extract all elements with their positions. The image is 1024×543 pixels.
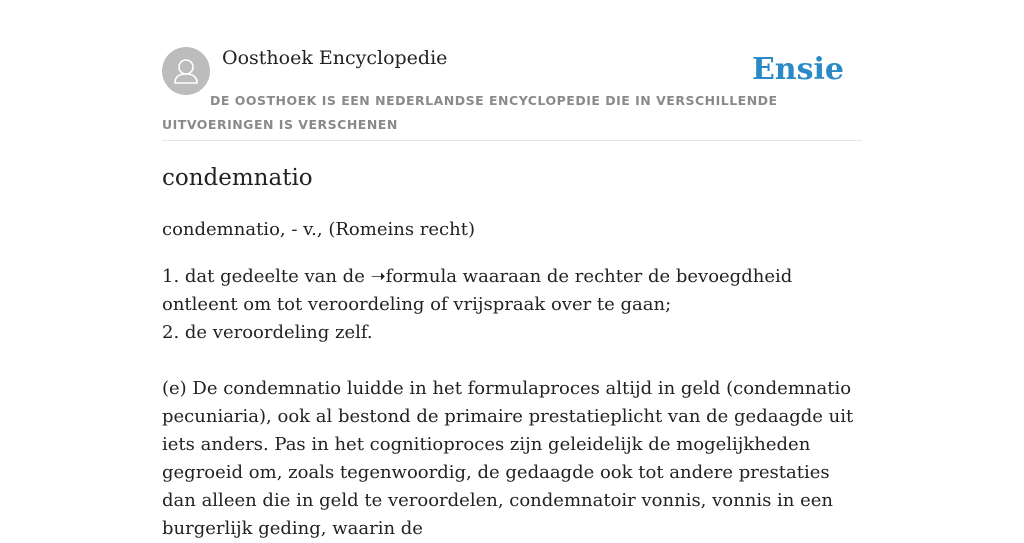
site-name[interactable]: Oosthoek Encyclopedie xyxy=(222,47,448,69)
user-avatar-icon[interactable] xyxy=(162,47,210,95)
lemma-line: condemnatio, - v., (Romeins recht) xyxy=(162,219,475,240)
article-body xyxy=(162,263,862,543)
definition-1-prefix: 1. dat gedeelte van de xyxy=(162,266,371,287)
definition-1 xyxy=(162,263,862,319)
site-tagline: DE OOSTHOEK IS EEN NEDERLANDSE ENCYCLOPEDIE DIE IN VERSCHILLENDE UITVOERINGEN IS VERSCHENEN xyxy=(162,93,778,132)
definition-1-suffix: waaraan de rechter de bevoegdheid ontleent om tot veroordeling of vrijspraak over te gaan; xyxy=(162,266,793,315)
page-title: condemnatio xyxy=(162,165,313,191)
definition-2: 2. de veroordeling zelf. xyxy=(162,322,373,343)
site-header xyxy=(162,0,862,141)
avatar-silhouette xyxy=(162,47,210,95)
note-paragraph: (e) De condemnatio luidde in het formulaproces altijd in geld (condemnatio pecuniaria), ook al bestond de primaire prestatieplicht van de gedaagde uit iets anders. Pas in het cognitioproces zijn geleidelijk de mogelijkheden gegroeid om, zoals tegenwoordig, de gedaagde ook tot andere prestaties dan alleen die in geld te veroordelen, condemnatoir vonnis, vonnis in een burgerlijk geding, waarin de xyxy=(162,378,854,539)
formula-link[interactable]: ➝formula xyxy=(370,266,457,287)
brand-logo-link[interactable]: Ensie xyxy=(751,52,844,87)
page xyxy=(162,0,862,539)
paragraph-spacer xyxy=(162,347,862,375)
